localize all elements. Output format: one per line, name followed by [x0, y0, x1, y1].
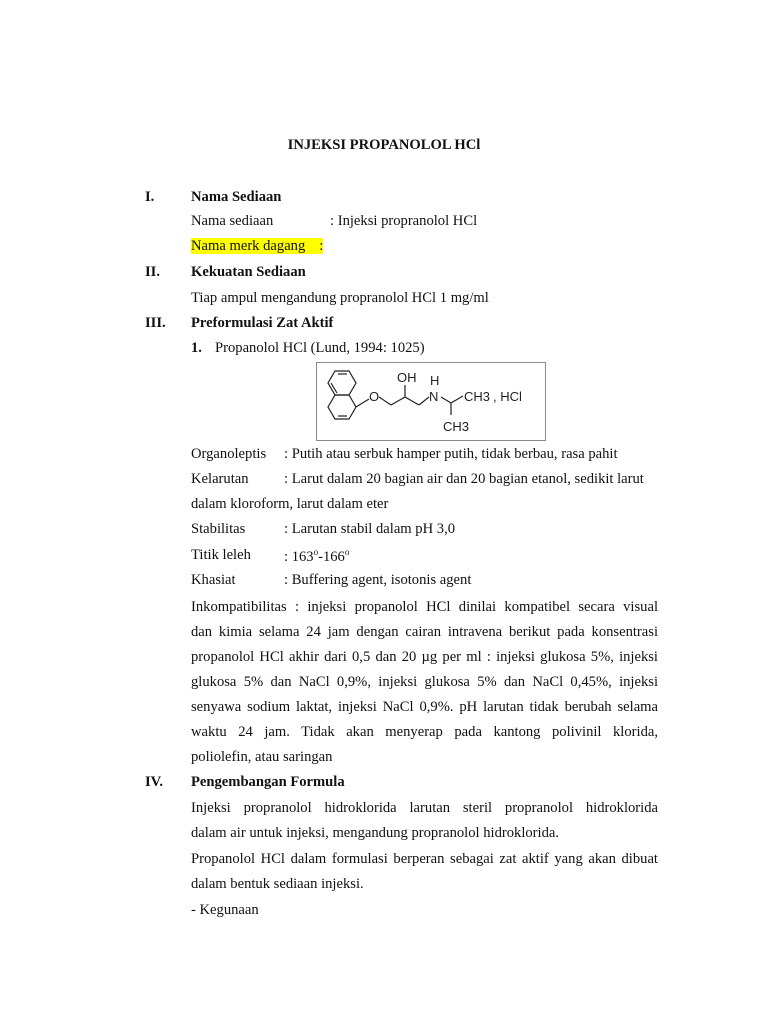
section-3-heading: Preformulasi Zat Aktif: [191, 315, 334, 331]
inkom-line: glukosa 5% dan NaCl 0,9%, injeksi glukosa 5% dan NaCl 0,45%, injeksi: [191, 674, 658, 690]
section-2-heading: Kekuatan Sediaan: [191, 264, 306, 280]
structure-n: N: [429, 389, 439, 404]
p1-line: Injeksi propranolol hidroklorida larutan steril propranolol hidroklorida: [191, 800, 658, 816]
khasiat-value: : Buffering agent, isotonis agent: [284, 572, 472, 588]
kelarutan-continuation: dalam kloroform, larut dalam eter: [191, 496, 389, 512]
inkom-line: Inkompatibilitas : injeksi propanolol HCl dinilai kompatibel secara visual: [191, 599, 658, 615]
section-4-heading: Pengembangan Formula: [191, 774, 345, 790]
section-1-heading: Nama Sediaan: [191, 189, 282, 205]
inkom-line: propanolol HCl akhir dari 0,5 dan 20 µg per ml : injeksi glukosa 5%, injeksi: [191, 649, 658, 665]
p1-line: dalam air untuk injeksi, mengandung propranolol hidroklorida.: [191, 825, 560, 841]
kelarutan-value: : Larut dalam 20 bagian air dan 20 bagian etanol, sedikit larut: [284, 471, 644, 487]
inkompatibilitas-paragraph: [191, 595, 658, 770]
titik-leleh-label: Titik leleh: [191, 547, 251, 563]
structure-o: O: [369, 389, 380, 404]
section-3-number: III.: [145, 315, 166, 331]
inkom-line: poliolefin, atau saringan: [191, 749, 333, 765]
p2-line: Propanolol HCl dalam formulasi berperan sebagai zat aktif yang akan dibuat: [191, 851, 658, 867]
khasiat-label: Khasiat: [191, 572, 236, 588]
formula-paragraph-2: [191, 847, 658, 897]
stabilitas-value: : Larutan stabil dalam pH 3,0: [284, 521, 456, 537]
kelarutan-label: Kelarutan: [191, 471, 249, 487]
nama-merk-row: [191, 238, 323, 255]
nama-sediaan-value: : Injeksi propranolol HCl: [330, 213, 478, 229]
section-2-number: II.: [145, 264, 161, 280]
section-4-number: IV.: [145, 774, 163, 790]
chemical-structure: [316, 362, 546, 441]
page-title: INJEKSI PROPANOLOL HCl: [287, 137, 481, 153]
propranolol-structure-drawing: [317, 363, 545, 440]
stabilitas-label: Stabilitas: [191, 521, 246, 537]
nama-sediaan-label: Nama sediaan: [191, 213, 274, 229]
inkom-line: dan kimia selama 24 jam dengan cairan intravena berikut pada konsentrasi: [191, 624, 658, 640]
strength-text: Tiap ampul mengandung propranolol HCl 1 mg/ml: [191, 290, 489, 306]
structure-oh: OH: [397, 370, 417, 385]
section-1-number: I.: [145, 189, 155, 205]
item-1-number: 1.: [191, 340, 202, 356]
nama-merk-label: Nama merk dagang :: [191, 238, 324, 254]
p2-line: dalam bentuk sediaan injeksi.: [191, 876, 364, 892]
formula-paragraph-1: [191, 796, 658, 846]
organoleptis-value: : Putih atau serbuk hamper putih, tidak berbau, rasa pahit: [284, 446, 618, 462]
item-1-text: Propanolol HCl (Lund, 1994: 1025): [215, 340, 425, 356]
structure-ch3-bottom: CH3: [443, 419, 470, 434]
structure-h: H: [430, 373, 440, 388]
titik-leleh-value: : 163$^o$-166$^o$: [284, 547, 350, 565]
kegunaan-bullet: - Kegunaan: [191, 902, 259, 918]
structure-ch3-right: CH3: [464, 389, 491, 404]
inkom-line: waktu 24 jam. Tidak akan menyerap pada kantong polivinil klorida,: [191, 724, 658, 740]
inkom-line: senyawa sodium laktat, injeksi NaCl 0,9%. pH larutan tidak berubah selama: [191, 699, 658, 715]
organoleptis-label: Organoleptis: [191, 446, 267, 462]
structure-hcl: , HCl: [493, 389, 522, 404]
